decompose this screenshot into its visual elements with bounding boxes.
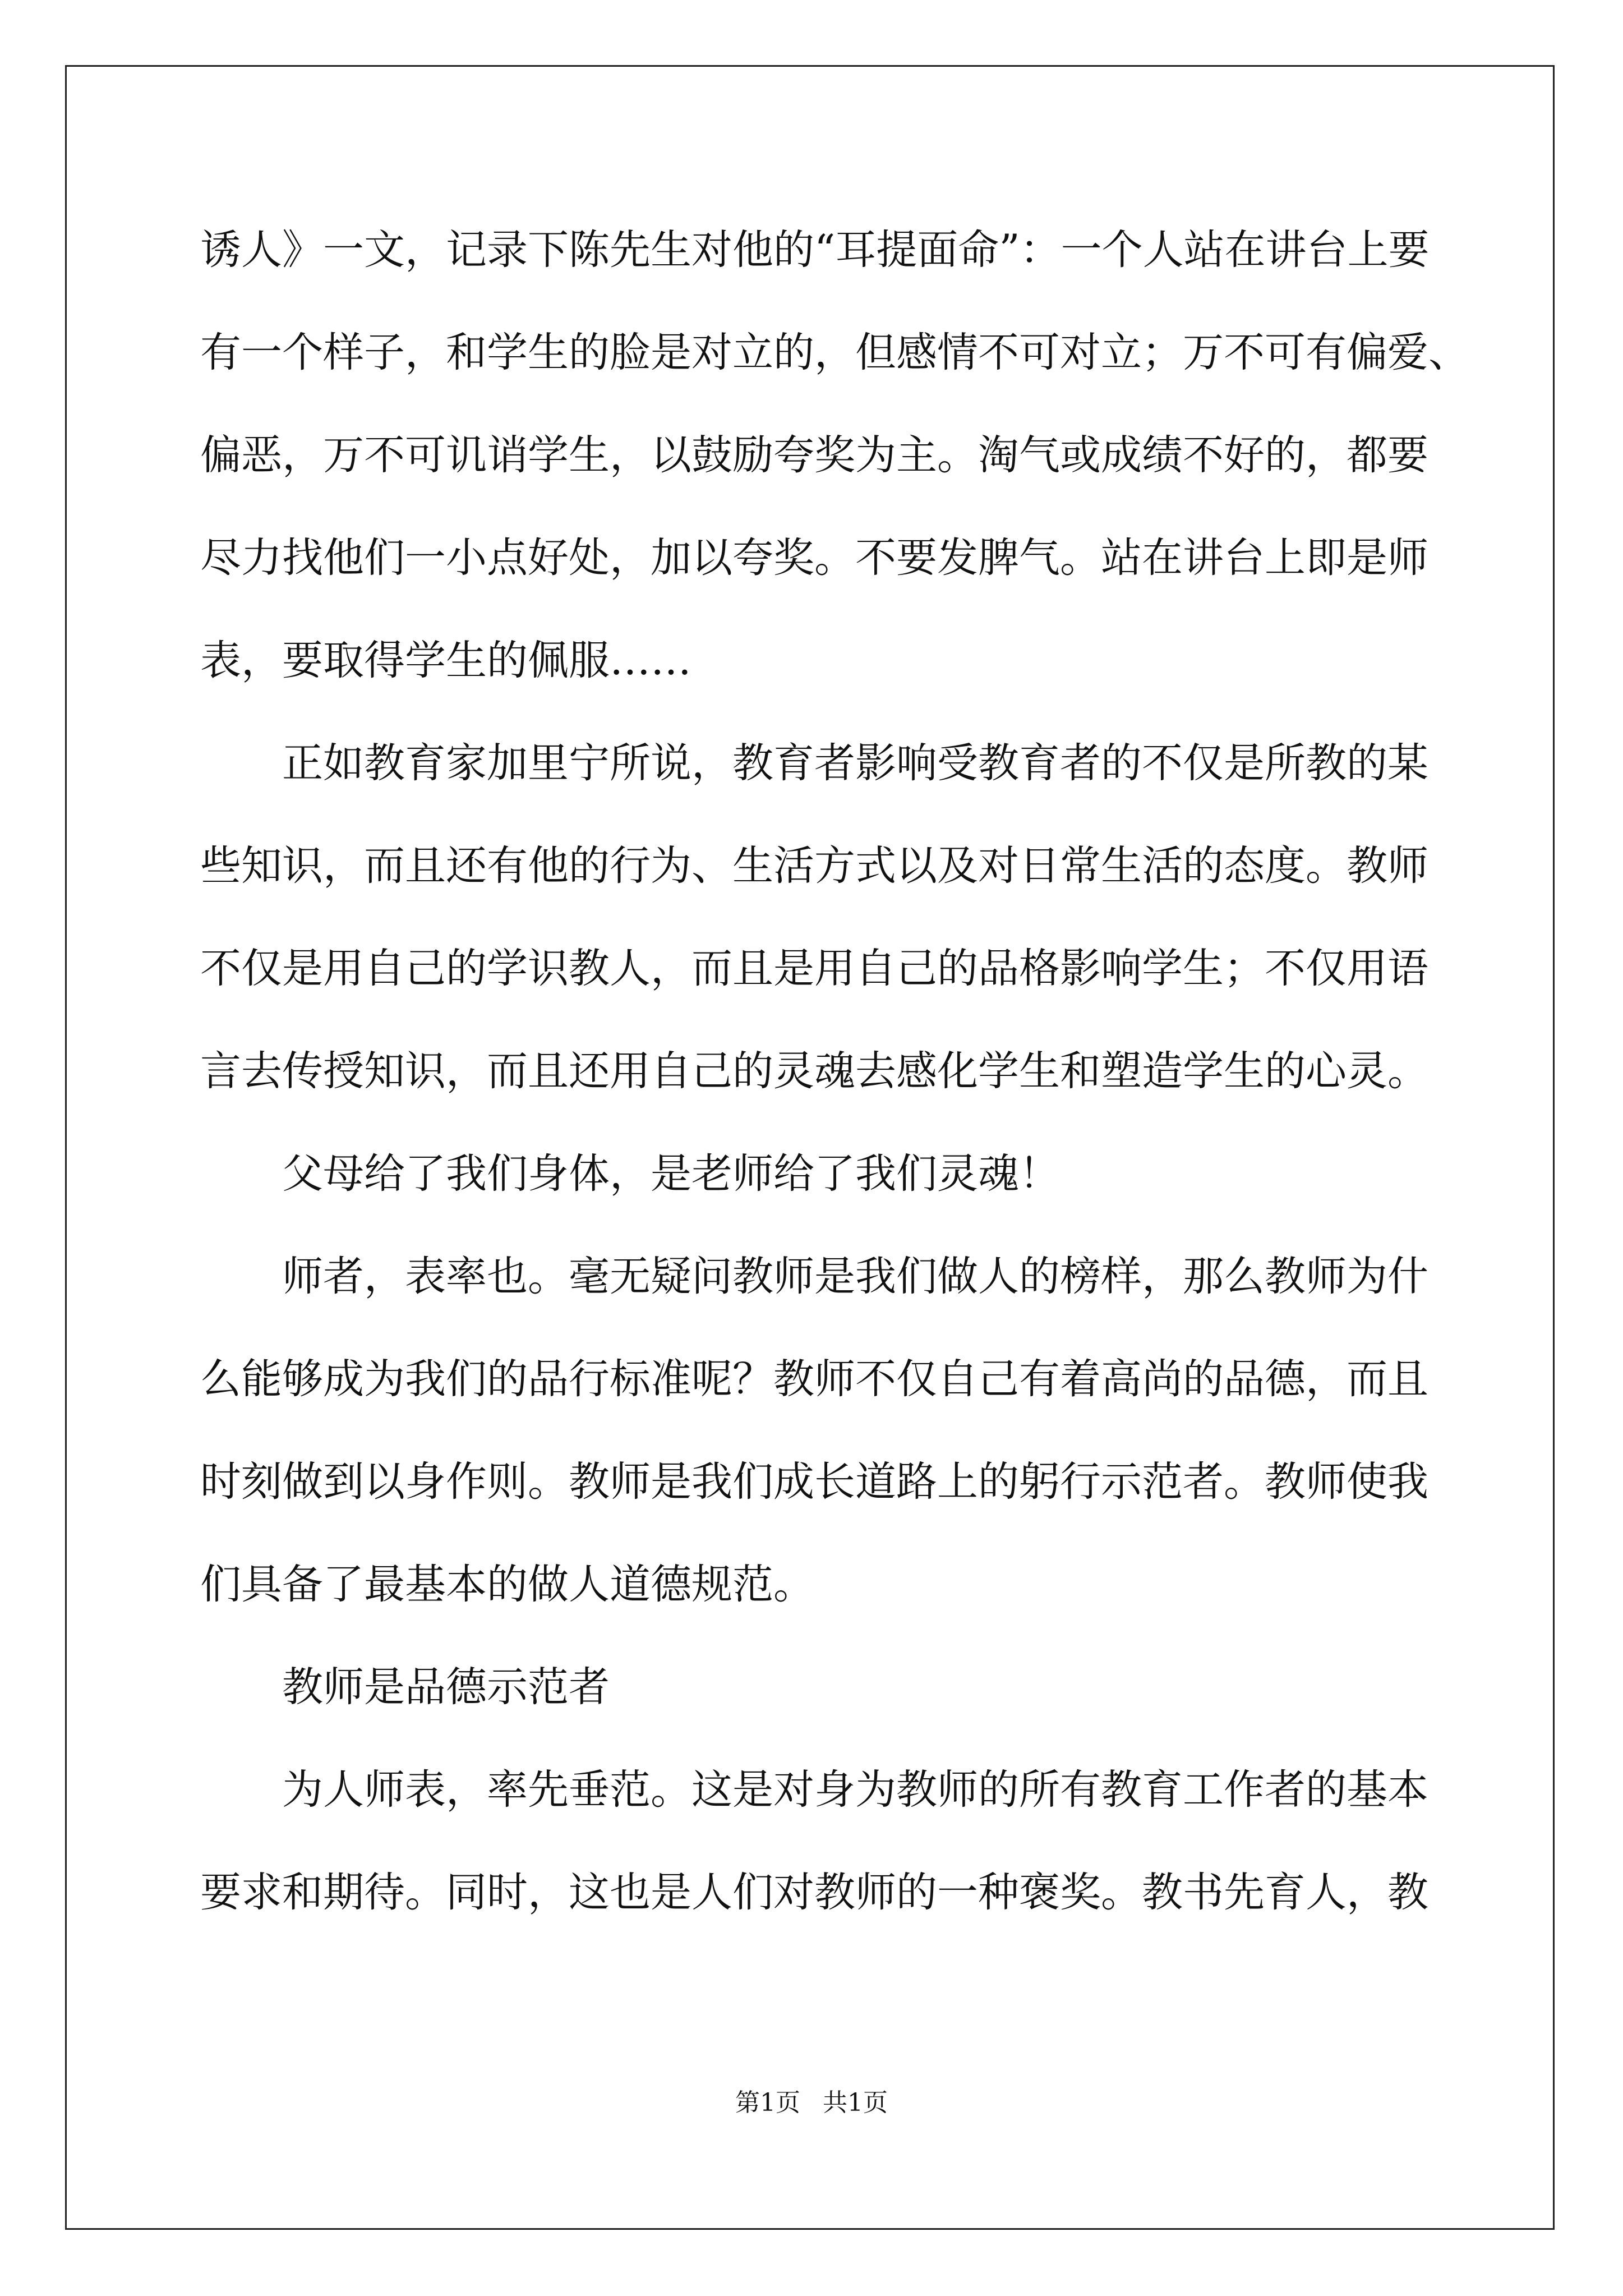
page-footer bbox=[0, 2086, 1623, 2120]
text-line: 表，要取得学生的佩服…… bbox=[200, 637, 691, 684]
text-line: 正如教育家加里宁所说，教育者影响受教育者的不仅是所教的某 bbox=[282, 739, 1428, 787]
text-line: 要求和期待。同时，这也是人们对教师的一种褒奖。教书先育人，教 bbox=[200, 1869, 1428, 1916]
text-line: 诱人》一文，记录下陈先生对他的“耳提面命”：一个人站在讲台上要 bbox=[200, 226, 1430, 274]
document-body bbox=[200, 199, 1469, 1944]
text-line: 么能够成为我们的品行标准呢？教师不仅自己有着高尚的品德，而且 bbox=[200, 1355, 1428, 1403]
text-line: 有一个样子，和学生的脸是对立的，但感情不可对立；万不可有偏爱、 bbox=[200, 329, 1469, 376]
page-total: 共1页 bbox=[823, 2088, 888, 2117]
text-line: 尽力找他们一小点好处，加以夸奖。不要发脾气。站在讲台上即是师 bbox=[200, 534, 1428, 582]
text-line: 时刻做到以身作则。教师是我们成长道路上的躬行示范者。教师使我 bbox=[200, 1458, 1428, 1506]
text-line: 偏恶，万不可讥诮学生，以鼓励夸奖为主。淘气或成绩不好的，都要 bbox=[200, 431, 1428, 479]
text-line: 些知识，而且还有他的行为、生活方式以及对日常生活的态度。教师 bbox=[200, 842, 1428, 890]
text-line: 父母给了我们身体，是老师给了我们灵魂！ bbox=[282, 1150, 1060, 1198]
text-line: 们具备了最基本的做人道德规范。 bbox=[200, 1561, 814, 1608]
text-line: 言去传授知识，而且还用自己的灵魂去感化学生和塑造学生的心灵。 bbox=[200, 1047, 1428, 1095]
section-heading: 教师是品德示范者 bbox=[282, 1663, 610, 1711]
page-number: 第1页 bbox=[735, 2088, 800, 2117]
text-line: 师者，表率也。毫无疑问教师是我们做人的榜样，那么教师为什 bbox=[282, 1253, 1428, 1300]
text-line: 不仅是用自己的学识教人，而且是用自己的品格影响学生；不仅用语 bbox=[200, 945, 1428, 992]
text-line: 为人师表，率先垂范。这是对身为教师的所有教育工作者的基本 bbox=[282, 1766, 1428, 1814]
